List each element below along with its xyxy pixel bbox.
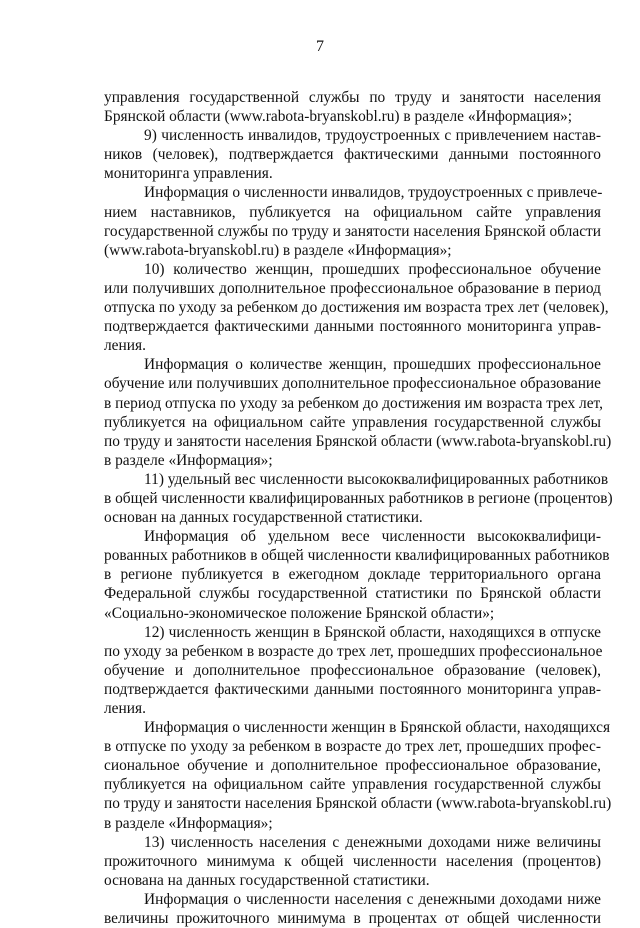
text-line: отпуска по уходу за ребенком до достижения им возраста трех лет (человек),	[104, 299, 609, 317]
text-line: рованных работников в общей численности квалифицированных работников	[104, 547, 610, 565]
text-line: ления.	[104, 700, 146, 717]
paragraph-item-9	[104, 126, 601, 183]
text-line: «Социально-экономическое положение Брянской области»;	[104, 604, 495, 622]
text-line: в разделе «Информация»;	[104, 451, 273, 469]
text-line: Информация о количестве женщин, прошедших профессиональное	[144, 356, 601, 374]
text-line: величины прожиточного минимума в процентах от общей численности	[104, 910, 601, 928]
text-line: 10) количество женщин, прошедших профессиональное обучение	[144, 260, 601, 278]
text-line: по труду и занятости населения Брянской области (www.rabota-bryanskobl.ru)	[104, 795, 612, 813]
text-line: основан на данных государственной статистики.	[104, 509, 423, 527]
text-line: Информация об удельном весе численности высококвалифици-	[144, 528, 601, 546]
document-body	[104, 88, 613, 928]
text-line: 13) численность населения с денежными доходами ниже величины	[144, 833, 601, 851]
text-line: публикуется на официальном сайте управления государственной службы	[104, 776, 601, 794]
page-number: 7	[316, 38, 324, 55]
text-line: ления.	[104, 337, 146, 355]
text-line: ников (человек), подтверждается фактическими данными постоянного	[104, 146, 601, 164]
paragraph-info-13	[104, 890, 601, 928]
text-line: в регионе публикуется в ежегодном докладе территориального органа	[104, 566, 601, 584]
text-line: по труду и занятости населения Брянской области (www.rabota-bryanskobl.ru)	[104, 432, 612, 450]
text-line: подтверждается фактическими данными постоянного мониторинга управ-	[104, 680, 601, 698]
paragraph-item-11	[104, 470, 613, 527]
text-line: (www.rabota-bryanskobl.ru) в разделе «Информация»;	[104, 241, 452, 259]
text-line: обучение и дополнительное профессиональное образование (человек),	[104, 661, 601, 679]
paragraph-info-10	[104, 355, 612, 470]
text-line: государственной службы по труду и занятости населения Брянской области	[104, 222, 601, 240]
paragraph-item-10	[104, 260, 609, 355]
text-line: в разделе «Информация»;	[104, 814, 273, 832]
text-line: в период отпуска по уходу за ребенком до достижения им возраста трех лет,	[104, 394, 603, 412]
text-line: нием наставников, публикуется на официальном сайте управления	[104, 203, 601, 221]
text-line: Информация о численности инвалидов, трудоустроенных с привлече-	[144, 184, 603, 202]
text-line: Информация о численности женщин в Брянской области, находящихся	[144, 719, 611, 737]
text-line: в отпуске по уходу за ребенком в возрасте до трех лет, прошедших профес-	[104, 738, 601, 756]
text-line: прожиточного минимума к общей численности населения (процентов)	[104, 852, 601, 870]
paragraph-info-12	[104, 718, 612, 833]
text-line: Информация о численности населения с денежными доходами ниже	[144, 890, 601, 908]
paragraph-item-13	[104, 833, 601, 890]
text-line: 9) численность инвалидов, трудоустроенных с привлечением настав-	[144, 127, 601, 145]
paragraph-info-9	[104, 183, 601, 259]
text-line: Брянской области (www.rabota-bryanskobl.ru) в разделе «Информация»;	[104, 108, 573, 126]
text-line: в общей численности квалифицированных работников в регионе (процентов)	[104, 489, 613, 507]
text-line: 11) удельный вес численности высококвалифицированных работников	[144, 470, 609, 488]
text-line: мониторинга управления.	[104, 165, 273, 183]
text-line: управления государственной службы по труду и занятости населения	[104, 89, 601, 106]
paragraph-continuation	[104, 88, 601, 126]
text-line: Федеральной службы государственной статистики по Брянской области	[104, 585, 601, 603]
text-line: основана на данных государственной статистики.	[104, 871, 430, 889]
text-line: 12) численность женщин в Брянской области, находящихся в отпуске	[144, 623, 601, 641]
text-line: обучение или получивших дополнительное профессиональное образование	[104, 375, 601, 393]
text-line: публикуется на официальном сайте управления государственной службы	[104, 413, 601, 431]
text-line: или получивших дополнительное профессиональное образование в период	[104, 279, 601, 297]
text-line: подтверждается фактическими данными постоянного мониторинга управ-	[104, 318, 601, 336]
text-line: по уходу за ребенком в возрасте до трех лет, прошедших профессиональное	[104, 642, 603, 660]
paragraph-item-12	[104, 623, 601, 718]
text-line: сиональное обучение и дополнительное профессиональное образование,	[104, 757, 601, 775]
paragraph-info-11	[104, 527, 610, 622]
